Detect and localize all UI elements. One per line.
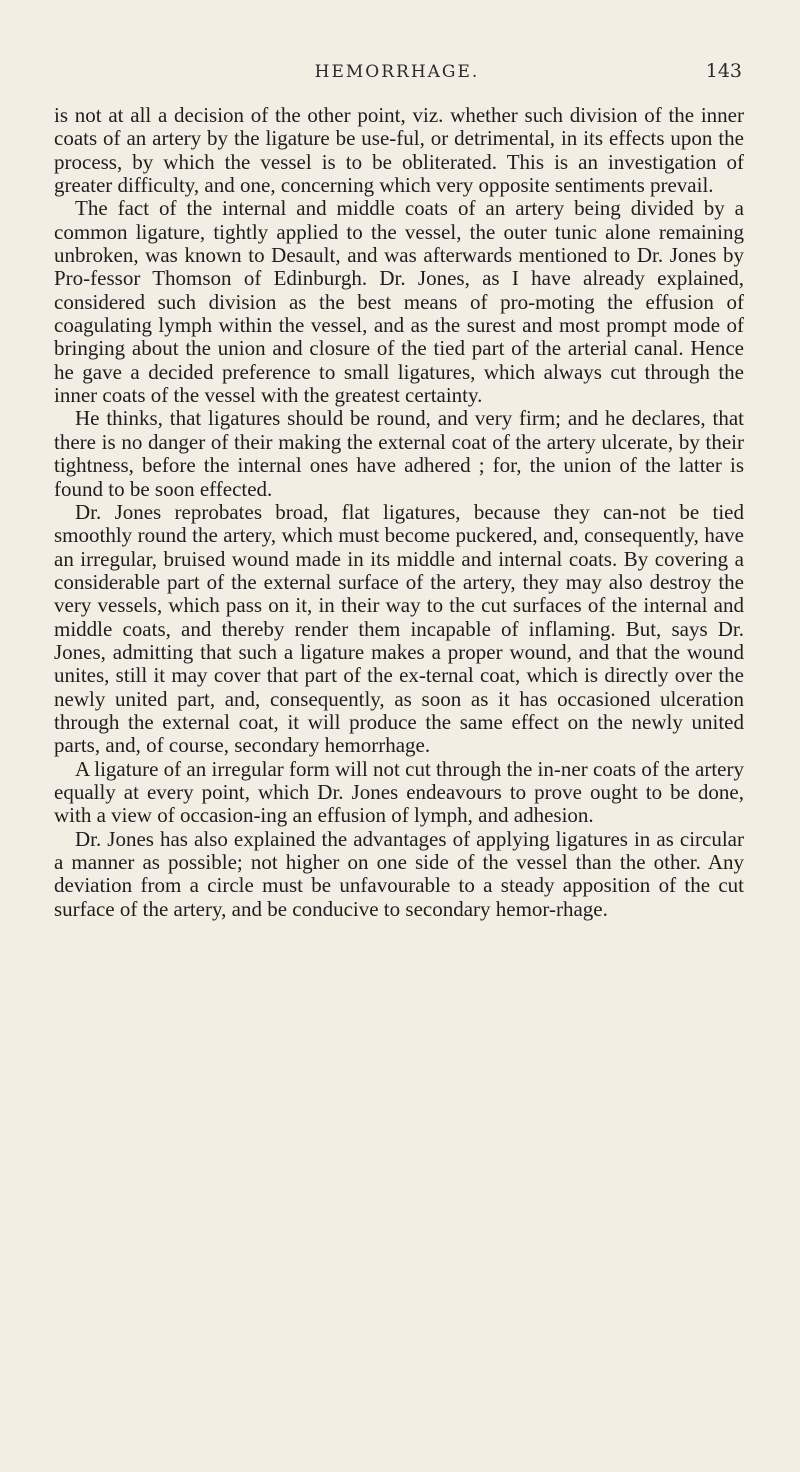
page-number: 143	[705, 60, 742, 82]
body-text	[54, 104, 744, 921]
paragraph-2: The fact of the internal and middle coats of an artery being divided by a common ligature, tightly applied to the vessel, the outer tunic alone remaining unbroken, was known to Desault, and was afterwards mentioned to Dr. Jones by Pro-fessor Thomson of Edinburgh. Dr. Jones, as I have already explained, considered such division as the best means of pro-moting the effusion of coagulating lymph within the vessel, and as the surest and most prompt mode of bringing about the union and closure of the tied part of the arterial canal. Hence he gave a decided preference to small ligatures, which always cut through the inner coats of the vessel with the greatest certainty.	[54, 196, 744, 408]
paragraph-5: A ligature of an irregular form will not cut through the in-ner coats of the artery equally at every point, which Dr. Jones endeavours to prove ought to be done, with a view of occasion-ing an effusion of lymph, and adhesion.	[54, 756, 744, 828]
paragraph-6: Dr. Jones has also explained the advantages of applying ligatures in as circular a manner as possible; not higher on one side of the vessel than the other. Any deviation from a circle must be unfavourable to a steady apposition of the cut surface of the artery, and be conducive to secondary hemor-rhage.	[54, 826, 744, 921]
paragraph-1: is not at all a decision of the other point, viz. whether such division of the inner coats of an artery by the ligature be use-ful, or detrimental, in its effects upon the process, by which the vessel is to be obliterated. This is an investigation of greater difficulty, and one, concerning which very opposite sentiments prevail.	[54, 103, 744, 198]
paragraph-3: He thinks, that ligatures should be round, and very firm; and he declares, that there is no danger of their making the external coat of the artery ulcerate, by their tightness, before the internal ones have adhered ; for, the union of the latter is found to be soon effected.	[54, 406, 744, 501]
running-head	[52, 58, 742, 88]
paragraph-4: Dr. Jones reprobates broad, flat ligatures, because they can-not be tied smoothly round the artery, which must become puckered, and, consequently, have an irregular, bruised wound made in its middle and internal coats. By covering a considerable part of the external surface of the artery, they may also destroy the very vessels, which pass on it, in their way to the cut surfaces of the internal and middle coats, and thereby render them incapable of inflaming. But, says Dr. Jones, admitting that such a ligature makes a proper wound, and that the wound unites, still it may cover that part of the ex-ternal coat, which is directly over the newly united part, and, consequently, as soon as it has occasioned ulceration through the external coat, it will produce the same effect on the newly united parts, and, of course, secondary hemorrhage.	[54, 499, 744, 758]
running-title: HEMORRHAGE.	[314, 62, 480, 82]
